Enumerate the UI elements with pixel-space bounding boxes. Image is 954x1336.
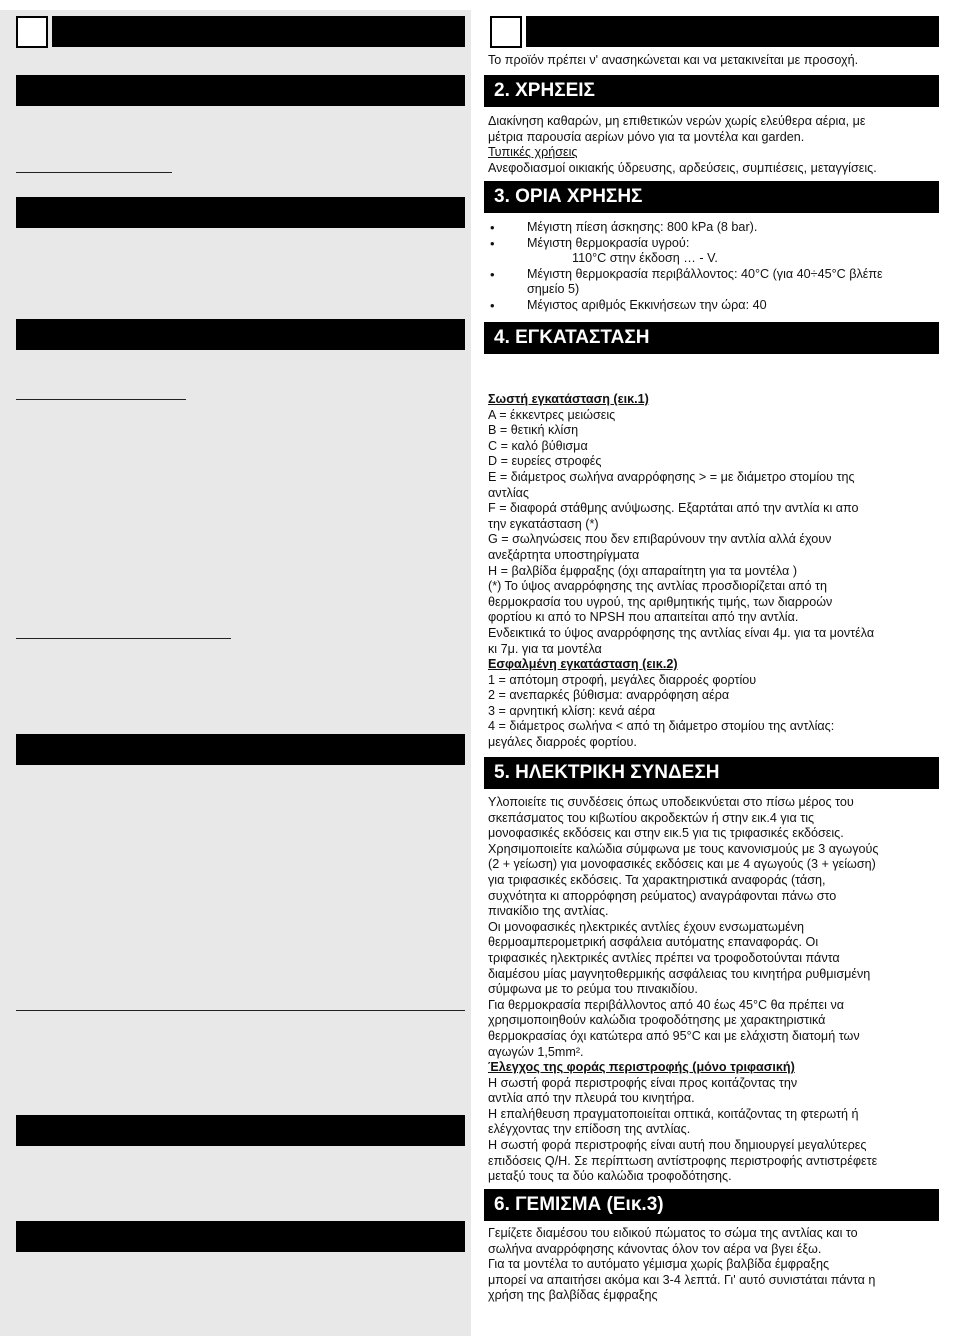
text-line: C = καλό βύθισμα — [488, 438, 588, 453]
text-line: επιδόσεις Q/H. Σε περίπτωση αντίστροφης περιστροφής αντιστρέφετε — [488, 1153, 878, 1168]
section-title-limits: 3. ΟΡΙΑ ΧΡΗΣΗΣ — [484, 181, 939, 213]
text-line: A = έκκεντρες μειώσεις — [488, 407, 616, 422]
text-line: για τριφασικές εκδόσεις. Τα χαρακτηριστικά αναφοράς (τάση, — [488, 872, 826, 887]
electrical-text — [488, 795, 938, 1185]
section-title-uses: 2. ΧΡΗΣΕΙΣ — [484, 75, 939, 107]
text-line: Για τα μοντέλα το αυτόματο γέμισμα χωρίς βαλβίδα έμφραξης — [488, 1257, 830, 1272]
text-line: Η επαλήθευση πραγματοποιείται οπτικά, κοιτάζοντας τη φτερωτή ή — [488, 1106, 859, 1121]
text-line: D = ευρείες στροφές — [488, 454, 602, 469]
text-line: Οι μονοφασικές ηλεκτρικές αντλίες έχουν ενσωματωμένη — [488, 919, 805, 934]
text-line: μεταξύ τους τα δύο καλώδια τροφοδότησης. — [488, 1169, 732, 1184]
text-line: χρήση της βαλβίδας έμφραξης — [488, 1288, 658, 1303]
text-line: σύμφωνα με το ρεύμα του πινακιδίου. — [488, 982, 698, 997]
text-line: Γεμίζετε διαμέσου του ειδικού πώματος το σώμα της αντλίας και το — [488, 1226, 858, 1240]
text-line: μονοφασικές εκδόσεις και στην εικ.5 για τις τριφασικές εκδόσεις. — [488, 826, 844, 841]
left-section-bar-7 — [16, 1221, 465, 1252]
left-section-bar-6 — [16, 1115, 465, 1146]
text-line: φορτίου κι από το NPSH που απαιτείται από την αντλία. — [488, 610, 799, 625]
left-section-bar-4 — [16, 319, 465, 350]
left-section-bar-2 — [16, 75, 465, 106]
left-rule-1 — [16, 172, 172, 173]
left-header-bar — [52, 16, 465, 47]
text-line: αγωγών 1,5mm². — [488, 1044, 584, 1059]
text-line: αντλίας — [488, 485, 529, 500]
text-line: Ενδεικτικά το ύψος αναρρόφησης της αντλίας είναι 4μ. για τα μοντέλα — [488, 625, 875, 640]
text-line: Υλοποιείτε τις συνδέσεις όπως υποδεικνύεται στο πίσω μέρος του — [488, 795, 854, 809]
left-section-bar-3 — [16, 197, 465, 228]
section-title-installation: 4. ΕΓΚΑΤΑΣΤΑΣΗ — [484, 322, 939, 354]
limit-item: • Μέγιστη θερμοκρασία υγρού: 110°C στην έκδοση … - V. — [488, 236, 938, 267]
text-line: (2 + γείωση) για μονοφασικές εκδόσεις και με 4 αγωγούς (3 + γείωση) — [488, 857, 876, 872]
limits-list — [488, 220, 938, 314]
text-line: συχνότητα κι απορρόφηση ρεύματος) αναγράφονται πάνω στο — [488, 888, 837, 903]
text-line: κι 7μ. για τα μοντέλα — [488, 641, 602, 656]
correct-install-heading: Σωστή εγκατάσταση (εικ.1) — [488, 392, 649, 406]
text-line: χρησιμοποιηθούν καλώδια τροφοδότησης με χαρακτηριστικά — [488, 1013, 826, 1028]
text-line: σωλήνα αναρρόφησης κάνοντας όλον τον αέρα να βγει έξω. — [488, 1241, 822, 1256]
text-line: E = διάμετρος σωλήνα αναρρόφησης > = με διάμετρο στομίου της — [488, 469, 855, 484]
text-line: διαμέσου μίας μαγνητοθερμικής ασφάλειας του κινητήρα ρυθμισμένη — [488, 966, 871, 981]
text-line: Για θερμοκρασία περιβάλλοντος από 40 έως 45°C θα πρέπει να — [488, 997, 845, 1012]
text-line: (*) Το ύψος αναρρόφησης της αντλίας προσδιορίζεται από τη — [488, 579, 827, 594]
text-line: αντλία από την πλευρά του κινητήρα. — [488, 1091, 695, 1106]
handling-text: Το προϊόν πρέπει ν' ανασηκώνεται και να μετακινείται με προσοχή. — [488, 53, 859, 67]
text-line: μεγάλες διαρροές φορτίου. — [488, 735, 637, 750]
installation-text — [488, 392, 938, 751]
text-line: G = σωληνώσεις που δεν επιβαρύνουν την αντλία αλλά έχουν — [488, 532, 832, 547]
section-title-electrical: 5. ΗΛΕΚΤΡΙΚΗ ΣΥΝΔΕΣΗ — [484, 757, 939, 789]
text-line: θερμοαμπερομετρική ασφάλεια αυτόματης επαναφοράς. Οι — [488, 935, 819, 950]
text-line: ελέγχοντας την επίδοση της αντλίας. — [488, 1122, 691, 1137]
left-rule-4 — [16, 1010, 465, 1011]
language-box-left — [16, 16, 48, 48]
rotation-heading: Έλεγχος της φοράς περιστροφής (μόνο τριφασική) — [488, 1060, 795, 1075]
text-line: ανεξάρτητα υποστηρίγματα — [488, 547, 640, 562]
text-line: F = διαφορά στάθμης ανύψωσης. Εξαρτάται από την αντλία κι απο — [488, 501, 859, 516]
left-rule-2 — [16, 399, 186, 400]
text-line: Η σωστή φορά περιστροφής είναι προς κοιτάζοντας την — [488, 1075, 798, 1090]
text-line: θερμοκρασίας όχι κατώτερα από 95°C και με ελάχιστη διατομή των — [488, 1028, 860, 1043]
limit-item: • Μέγιστη πίεση άσκησης: 800 kPa (8 bar). — [488, 220, 938, 236]
text-line: την εγκατάσταση (*) — [488, 516, 599, 531]
filling-text — [488, 1226, 938, 1304]
language-box-right — [490, 16, 522, 48]
text-line: 4 = διάμετρος σωλήνα < από τη διάμετρο στομίου της αντλίας: — [488, 719, 835, 734]
left-section-bar-5 — [16, 734, 465, 765]
text-line: σκεπάσματος του κιβωτίου ακροδεκτών ή στην εικ.4 για τις — [488, 810, 815, 825]
limit-item: • Μέγιστη θερμοκρασία περιβάλλοντος: 40°C (για 40÷45°C βλέπε σημείο 5) — [488, 267, 938, 298]
text-line: θερμοκρασία του υγρού, της αριθμητικής τιμής, των διαρροών — [488, 594, 833, 609]
left-rule-3 — [16, 638, 231, 639]
right-header-bar — [526, 16, 939, 47]
right-column — [484, 0, 954, 1336]
text-line: 1 = απότομη στροφή, μεγάλες διαρροές φορτίου — [488, 672, 757, 687]
text-line: τριφασικές ηλεκτρικές αντλίες πρέπει να τροφοδοτούνται πάντα — [488, 950, 840, 965]
text-line: 2 = ανεπαρκές βύθισμα: αναρρόφηση αέρα — [488, 688, 730, 703]
text-line: Η σωστή φορά περιστροφής είναι αυτή που δημιουργεί μεγαλύτερες — [488, 1138, 867, 1153]
text-line: H = βαλβίδα έμφραξης (όχι απαραίτητη για τα μοντέλα ) — [488, 563, 798, 578]
text-line: B = θετική κλίση — [488, 423, 579, 438]
wrong-install-heading: Εσφαλμένη εγκατάσταση (εικ.2) — [488, 657, 678, 672]
text-line: 3 = αρνητική κλίση: κενά αέρα — [488, 703, 656, 718]
limit-item: • Μέγιστος αριθμός Εκκινήσεων την ώρα: 40 — [488, 298, 938, 314]
text-line: Χρησιμοποιείτε καλώδια σύμφωνα με τους κανονισμούς με 3 αγωγούς — [488, 841, 879, 856]
text-line: πινακίδιο της αντλίας. — [488, 904, 609, 919]
text-line: μπορεί να απαιτήσει ακόμα και 3-4 λεπτά. Γι' αυτό συνιστάται πάντα η — [488, 1272, 876, 1287]
section-title-filling: 6. ΓΕΜΙΣΜΑ (Εικ.3) — [484, 1189, 939, 1221]
uses-text: Διακίνηση καθαρών, μη επιθετικών νερών χωρίς ελεύθερα αέρια, με μέτρια παρουσία αερίων μόνο για τα μοντέλα και garden. Τυπικές χρήσεις Ανεφοδιασμοί οικιακής ύδρευσης, αρδεύσεις, συμπιέσεις, μεταγγίσεις. — [488, 114, 877, 175]
